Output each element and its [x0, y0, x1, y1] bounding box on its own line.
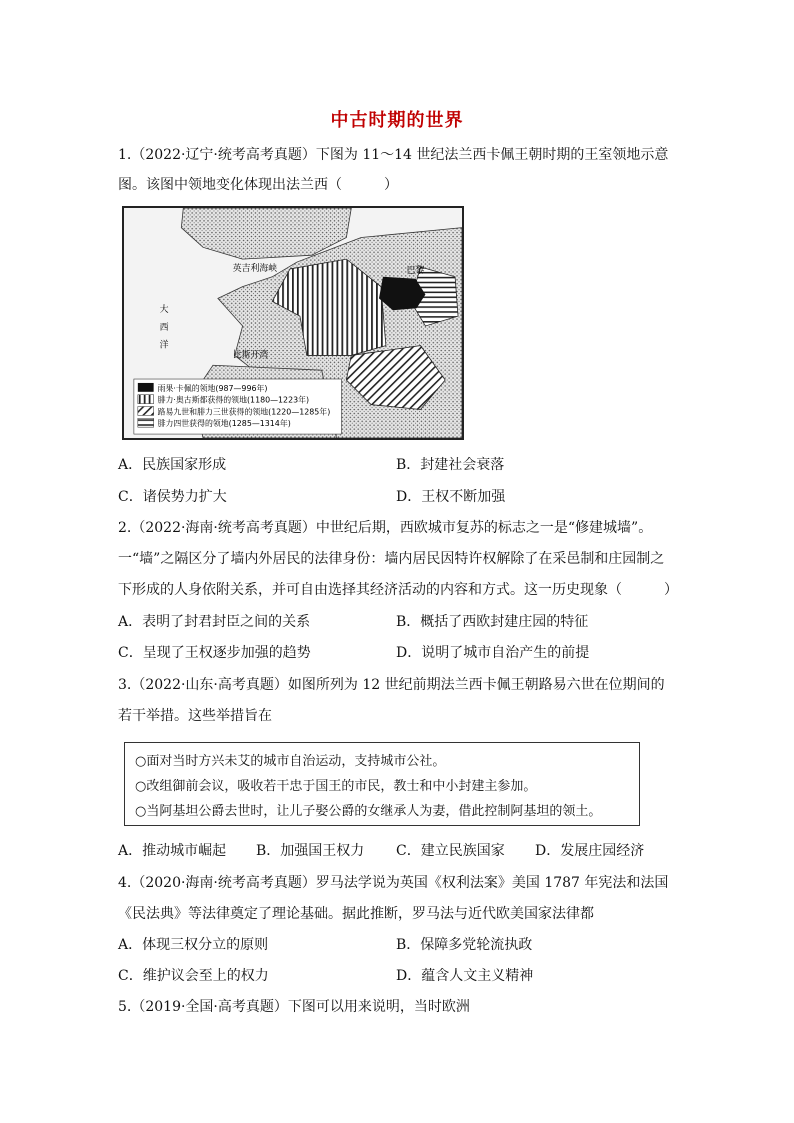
q4-option-a[interactable]: A．体现三权分立的原则: [118, 937, 269, 953]
q4-option-b[interactable]: B．保障多党轮流执政: [396, 937, 533, 953]
q1-option-d[interactable]: D．王权不断加强: [396, 489, 506, 505]
q3-option-d[interactable]: D．发展庄园经济: [535, 843, 645, 859]
q3-option-c[interactable]: C．建立民族国家: [396, 843, 505, 859]
q3-stem-line1: 3.（2022·山东·高考真题）如图所列为 12 世纪前期法兰西卡佩王朝路易六世在位期间的: [118, 677, 665, 693]
map-label-biscay: 比斯开湾: [232, 350, 269, 361]
q4-option-d[interactable]: D．蕴含人文主义精神: [396, 968, 534, 984]
legend-item-3: 路易九世和腓力三世获得的领地(1220—1285年): [157, 407, 331, 417]
q2-stem-line2: 一“墙”之隔区分了墙内外居民的法律身份：墙内居民因特许权解除了在采邑制和庄园制之: [118, 551, 665, 567]
q1-stem-line1: 1.（2022·辽宁·统考高考真题）下图为 11～14 世纪法兰西卡佩王朝时期的王室领地示意: [118, 147, 669, 163]
q2-stem-line1: 2.（2022·海南·统考高考真题）中世纪后期，西欧城市复苏的标志之一是“修建城墙”。: [118, 520, 653, 536]
map-label-ocean-1: 大: [159, 305, 169, 316]
legend-item-2: 腓力·奥古斯都获得的领地(1180—1223年): [157, 395, 310, 405]
q1-option-a[interactable]: A．民族国家形成: [118, 457, 227, 473]
q3-stem-line2: 若干举措。这些举措旨在: [118, 708, 272, 724]
q4-option-c[interactable]: C．维护议会至上的权力: [118, 968, 269, 984]
q1-territory-map: [122, 206, 464, 440]
page-title: 中古时期的世界: [330, 110, 464, 131]
map-label-ocean-3: 洋: [159, 340, 169, 351]
q3-option-b[interactable]: B．加强国王权力: [256, 843, 365, 859]
q2-stem-line3: 下形成的人身依附关系，并可自由选择其经济活动的内容和方式。这一历史现象（ ）: [118, 582, 678, 598]
q1-stem-line2: 图。该图中领地变化体现出法兰西（ ）: [118, 177, 398, 193]
q5-stem-line1: 5.（2019·全国·高考真题）下图可以用来说明，当时欧洲: [118, 999, 470, 1015]
q1-option-c[interactable]: C．诸侯势力扩大: [118, 489, 227, 505]
q2-option-d[interactable]: D．说明了城市自治产生的前提: [396, 645, 590, 661]
map-figure: [124, 208, 462, 438]
map-label-channel: 英吉利海峡: [232, 263, 278, 274]
q3-option-a[interactable]: A．推动城市崛起: [118, 843, 227, 859]
q2-option-c[interactable]: C．呈现了王权逐步加强的趋势: [118, 645, 311, 661]
legend-item-1: 雨果·卡佩的领地(987—996年): [157, 383, 268, 393]
q4-stem-line2: 《民法典》等法律奠定了理论基础。据此推断，罗马法与近代欧美国家法律都: [118, 906, 594, 922]
q4-stem-line1: 4.（2020·海南·统考高考真题）罗马法学说为英国《权利法案》美国 1787 年宪法和法国: [118, 875, 669, 891]
legend-item-4: 腓力四世获得的领地(1285—1314年): [157, 419, 291, 429]
q1-option-b[interactable]: B．封建社会衰落: [396, 457, 505, 473]
q3-measures-box: [124, 742, 640, 826]
q3-measure-1: ○面对当时方兴未艾的城市自治运动，支持城市公社。: [135, 754, 446, 769]
map-label-paris: 巴黎: [406, 265, 425, 276]
q2-option-a[interactable]: A．表明了封君封臣之间的关系: [118, 614, 311, 630]
map-label-ocean-2: 西: [159, 322, 169, 333]
q3-measure-2: ○改组御前会议，吸收若干忠于国王的市民，教士和中小封建主参加。: [135, 779, 537, 794]
q3-measure-3: ○当阿基坦公爵去世时，让儿子娶公爵的女继承人为妻，借此控制阿基坦的领土。: [135, 804, 602, 819]
q2-option-b[interactable]: B．概括了西欧封建庄园的特征: [396, 614, 589, 630]
